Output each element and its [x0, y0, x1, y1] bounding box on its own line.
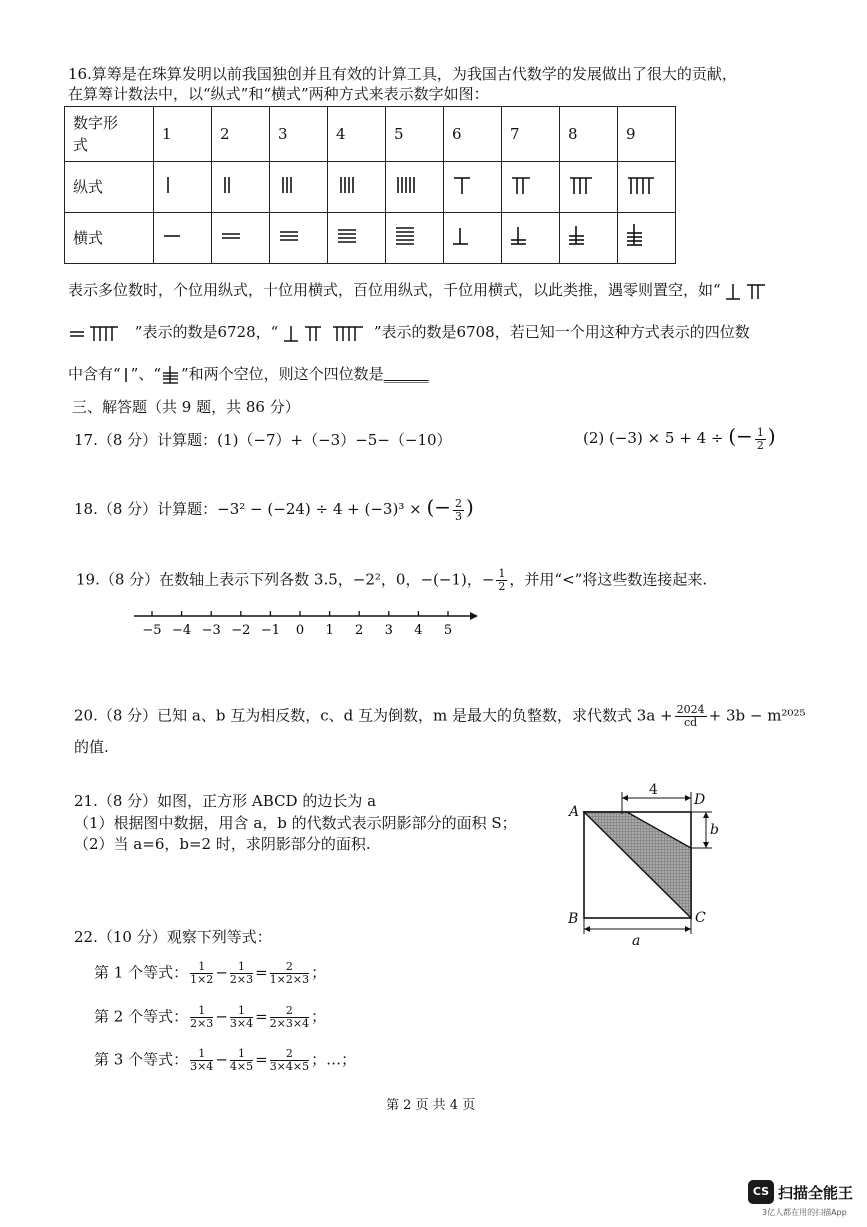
shaded-region — [584, 812, 691, 918]
q17-part2: (2) (−3) × 5 + 4 ÷ (− $\frac{1}{2}$ ) — [583, 424, 776, 452]
rod-heng-6 — [444, 213, 502, 264]
rod-zong-2 — [212, 162, 270, 213]
section-three-heading: 三、解答题（共 9 题，共 86 分） — [72, 398, 300, 416]
number-line-tick-label: −4 — [172, 623, 192, 638]
length-side: b — [710, 822, 719, 838]
rod-heng-9-glyph — [161, 365, 181, 385]
q22-eq-2: 第 2 个等式： $\frac{1}{2\times 3}$ − $\frac{1}{3\times 4}$ = $\frac{2}{2\times 3\times 4}$ ； — [94, 1004, 327, 1030]
q21-line1: 21.（8 分）如图，正方形 ABCD 的边长为 a — [74, 792, 377, 810]
q16-para3: 中含有“ ”、“ ”和两个空位，则这个四位数是______ — [68, 365, 429, 383]
label-b: B — [568, 911, 579, 927]
length-bottom: a — [632, 933, 641, 948]
number-line-tick-label: −2 — [231, 623, 251, 638]
label-a: A — [569, 804, 580, 820]
q17-fraction: $\frac{1}{2}$ — [756, 425, 764, 452]
rod-one-glyph — [121, 366, 131, 384]
length-top: 4 — [649, 782, 658, 798]
rod-zong-7 — [502, 162, 560, 213]
rod-6728-glyph — [68, 323, 130, 343]
digit-cell: 3 — [270, 107, 328, 162]
q21-line3: （2）当 a=6，b=2 时，求阴影部分的面积. — [74, 835, 371, 853]
rod-heng-8 — [560, 213, 618, 264]
rod-zong-4 — [328, 162, 386, 213]
number-line-tick-label: 5 — [443, 623, 453, 638]
q16-line2: 在算筹计数法中，以“纵式”和“横式”两种方式来表示数字如图： — [68, 85, 489, 103]
page-footer: 第 2 页 共 4 页 — [386, 1098, 476, 1113]
rod-zong-8 — [560, 162, 618, 213]
digit-cell: 6 — [444, 107, 502, 162]
rod-zong-6 — [444, 162, 502, 213]
q20-statement: 20.（8 分）已知 a、b 互为相反数，c、d 互为倒数，m 是最大的负整数，求代数式 3a + $\frac{2024}{cd}$ + 3b − m²⁰²⁵ — [74, 703, 806, 729]
row-label-heng: 横式 — [65, 213, 154, 264]
rod-heng-7 — [502, 213, 560, 264]
q16-para2: ”表示的数是6728，“ ”表示的数是6708，若已知一个用这种方式表示的四位数 — [68, 322, 750, 343]
rod-heng-3 — [270, 213, 328, 264]
q18-fraction: $\frac{2}{3}$ — [455, 496, 463, 523]
rod-zong-9 — [618, 162, 676, 213]
answer-blank[interactable]: ______ — [383, 365, 429, 383]
q22-eq-3: 第 3 个等式： $\frac{1}{3\times 4}$ − $\frac{1}{4\times 5}$ = $\frac{2}{3\times 4\times 5}$ ；…； — [94, 1047, 357, 1073]
number-line-arrow — [470, 612, 478, 620]
number-line-tick-label: 3 — [384, 623, 393, 638]
number-line-tick-label: 4 — [414, 623, 423, 638]
label-d: D — [694, 792, 706, 808]
rod-6708-glyph — [283, 323, 369, 343]
brand-name: 扫描全能王 — [778, 1184, 854, 1202]
square-figure — [560, 778, 730, 948]
q17-part1: 17.（8 分）计算题：(1)（−7）+（−3）−5−（−10） — [74, 431, 452, 449]
rod-example-glyph — [725, 281, 769, 301]
q22-title: 22.（10 分）观察下列等式： — [74, 928, 272, 946]
q22-eq-1: 第 1 个等式： $\frac{1}{1\times 2}$ − $\frac{1}{2\times 3}$ = $\frac{2}{1\times 2\times 3}$ ； — [94, 960, 327, 986]
number-line-tick-label: −5 — [142, 623, 162, 638]
number-line-tick-label: −3 — [201, 623, 221, 638]
rod-heng-4 — [328, 213, 386, 264]
rod-zong-5 — [386, 162, 444, 213]
q19-statement: 19.（8 分）在数轴上表示下列各数 3.5，−2²，0，−(−1)，− $\frac{1}{2}$ ，并用“<”将这些数连接起来. — [76, 567, 708, 593]
rod-heng-2 — [212, 213, 270, 264]
rod-zong-3 — [270, 162, 328, 213]
camscanner-logo-icon: CS — [748, 1180, 774, 1204]
scanner-watermark — [748, 1180, 858, 1220]
q21-line2: （1）根据图中数据，用含 a，b 的代数式表示阴影部分的面积 S； — [74, 814, 517, 832]
digit-cell: 2 — [212, 107, 270, 162]
digit-cell: 5 — [386, 107, 444, 162]
number-line-tick-label: −1 — [260, 623, 280, 638]
q18-expression: 18.（8 分）计算题：−3² − (−24) ÷ 4 + (−3)³ × (− $\frac{2}{3}$ ) — [74, 495, 474, 523]
table-header-cell: 数字形 式 — [65, 107, 154, 162]
label-c: C — [695, 910, 706, 926]
q16-line1: 16.算筹是在珠算发明以前我国独创并且有效的计算工具，为我国古代数学的发展做出了很大的贡献， — [68, 65, 737, 83]
digit-cell: 1 — [154, 107, 212, 162]
number-line-tick-label: 0 — [295, 623, 305, 638]
number-line-tick-label: 2 — [355, 623, 364, 638]
row-label-zong: 纵式 — [65, 162, 154, 213]
number-line-tick-label: 1 — [325, 623, 334, 638]
digit-cell: 4 — [328, 107, 386, 162]
q19-fraction: $\frac{1}{2}$ — [498, 567, 506, 593]
rod-heng-9 — [618, 213, 676, 264]
digit-cell: 8 — [560, 107, 618, 162]
brand-tagline: 3亿人都在用的扫描App — [762, 1208, 847, 1217]
counting-rod-table — [64, 106, 676, 264]
digit-cell: 9 — [618, 107, 676, 162]
number-line — [130, 606, 480, 640]
q16-para1: 表示多位数时，个位用纵式，十位用横式，百位用纵式，千位用横式，以此类推，遇零则置空，如“ — [68, 280, 769, 301]
q20-line2: 的值. — [74, 738, 109, 756]
rod-heng-5 — [386, 213, 444, 264]
digit-cell: 7 — [502, 107, 560, 162]
rod-heng-1 — [154, 213, 212, 264]
q20-fraction: $\frac{2024}{cd}$ — [676, 703, 705, 729]
rod-zong-1 — [154, 162, 212, 213]
